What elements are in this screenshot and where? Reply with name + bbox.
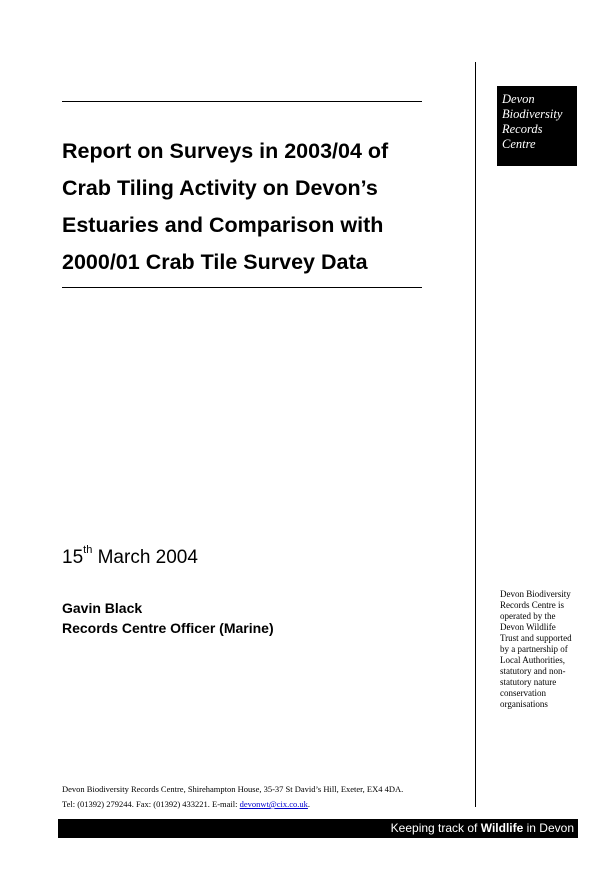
footer-contact-line [62, 797, 403, 812]
footer-address: Devon Biodiversity Records Centre, Shirehampton House, 35-37 St David’s Hill, Exeter, EX4 4DA. [62, 784, 404, 794]
author-role: Records Centre Officer (Marine) [62, 620, 274, 636]
title-line-1: Report on Surveys in 2003/04 of [62, 139, 389, 163]
note-line: Devon Wildlife [500, 622, 556, 632]
title-line-3: Estuaries and Comparison with [62, 213, 384, 237]
note-line: Records Centre is [500, 600, 564, 610]
tagline-prefix: Keeping track of [390, 821, 481, 835]
note-line: Local Authorities, [500, 655, 565, 665]
logo-line-2: Biodiversity [502, 107, 563, 121]
author-name: Gavin Black [62, 600, 143, 616]
email-link[interactable]: devonwt@cix.co.uk [239, 799, 308, 809]
logo-line-3: Records [502, 122, 543, 136]
logo-line-4: Centre [502, 137, 536, 151]
note-line: organisations [500, 699, 548, 709]
note-line: Devon Biodiversity [500, 589, 571, 599]
title-line-2: Crab Tiling Activity on Devon’s [62, 176, 378, 200]
report-date [62, 544, 198, 569]
footer-contact [62, 782, 403, 812]
note-line: operated by the [500, 611, 556, 621]
note-line: statutory and non- [500, 666, 566, 676]
operator-note [500, 589, 590, 710]
note-line: Trust and supported [500, 633, 572, 643]
footer-phone-fax: Tel: (01392) 279244. Fax: (01392) 433221. E-mail: [62, 799, 240, 809]
tagline-bar [58, 819, 578, 838]
date-rest: March 2004 [92, 547, 198, 568]
date-day: 15 [62, 547, 84, 568]
logo-line-1: Devon [502, 92, 535, 106]
vertical-divider [475, 62, 476, 807]
note-line: by a partnership of [500, 644, 568, 654]
note-line: statutory nature [500, 677, 557, 687]
author-block [62, 598, 274, 638]
report-title [62, 133, 472, 281]
title-line-4: 2000/01 Crab Tile Survey Data [62, 250, 368, 274]
date-suffix: th [83, 544, 93, 556]
dbrc-logo [497, 86, 577, 166]
tagline-suffix: in Devon [523, 821, 574, 835]
note-line: conservation [500, 688, 546, 698]
tagline-bold: Wildlife [480, 821, 524, 835]
title-rule-bottom [62, 287, 422, 288]
footer-contact-end: . [307, 799, 311, 809]
title-rule-top [62, 101, 422, 102]
